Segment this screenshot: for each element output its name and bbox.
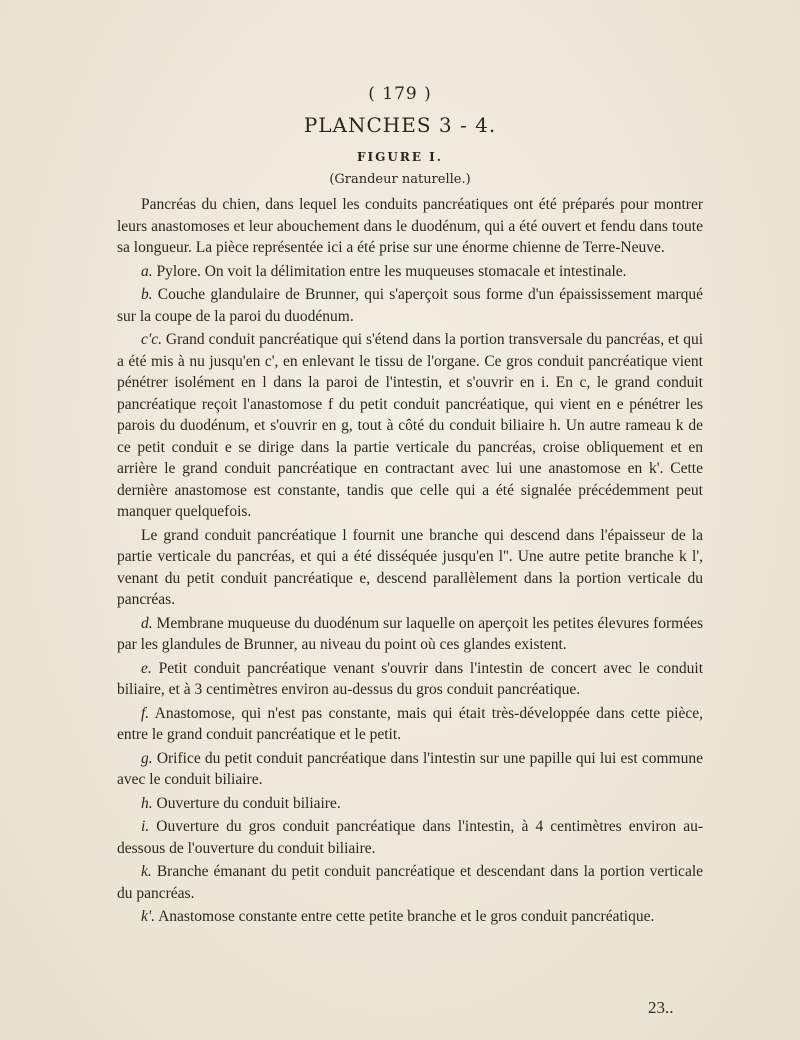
plates-title: PLANCHES 3 - 4.	[303, 113, 497, 137]
legend-entry	[117, 906, 703, 928]
legend-key: h.	[141, 794, 153, 812]
legend-entry	[117, 525, 703, 611]
legend-key: a.	[141, 262, 153, 280]
legend-text: Ouverture du gros conduit pancréatique dans l'intestin, à 4 centimètres environ au-dessous de l'ouverture du conduit biliaire.	[117, 818, 704, 857]
legend-key: b.	[141, 286, 153, 303]
legend-entry	[117, 816, 703, 859]
legend-text: Anastomose, qui n'est pas constante, mais qui était très-développée dans cette pièce, entre le grand conduit pancréatique et le petit.	[117, 704, 703, 743]
legend-entry	[117, 261, 703, 283]
signature-mark: 23..	[648, 998, 674, 1017]
intro-paragraph: Pancréas du chien, dans lequel les conduits pancréatiques ont été préparés pour montrer leurs anastomoses et leur abouchement dans le duodénum, qui a été ouvert et fendu dans toute sa longueur. La pièce représentée ici a été prise sur une énorme chienne de Terre-Neuve.	[117, 196, 703, 256]
legend-text: Pylore. On voit la délimitation entre les muqueuses stomacale et intestinale.	[156, 262, 627, 280]
legend-key: c'c.	[141, 331, 162, 348]
legend-key: d.	[141, 614, 153, 632]
legend-key: k'.	[141, 908, 156, 925]
legend-entry	[117, 748, 703, 791]
page-number: ( 179 )	[368, 84, 432, 104]
legend-text: Petit conduit pancréatique venant s'ouvrir dans l'intestin de concert avec le conduit biliaire, et à 3 centimètres environ au-dessus du gros conduit pancréatique.	[117, 659, 704, 698]
legend-entry	[117, 284, 703, 327]
legend-entry	[117, 613, 703, 656]
legend-text: Le grand conduit pancréatique l fournit une branche qui descend dans l'épaisseur de la partie verticale du pancréas, et qui a été disséquée jusqu'en l''. Une autre petite branche k l', venant du petit conduit pancréatique e, descend parallèlement dans la portion verticale du pancréas.	[117, 526, 703, 608]
legend-entry	[117, 703, 703, 746]
legend-text: Couche glandulaire de Brunner, qui s'aperçoit sous forme d'un épaississement marqué sur la coupe de la paroi du duodénum.	[117, 286, 703, 325]
legend-key: i.	[141, 818, 150, 835]
legend-text: Orifice du petit conduit pancréatique dans l'intestin sur une papille qui lui est commune avec le conduit biliaire.	[117, 749, 703, 788]
scale-note: (Grandeur naturelle.)	[329, 172, 471, 187]
legend-entry	[117, 793, 703, 815]
figure-heading: FIGURE I.	[357, 150, 443, 164]
legend-text: Membrane muqueuse du duodénum sur laquelle on aperçoit les petites élevures formées par les glandules de Brunner, au niveau du point où ces glandes existent.	[117, 614, 704, 653]
legend-text: Anastomose constante entre cette petite branche et le gros conduit pancréatique.	[158, 908, 655, 925]
legend-text: Branche émanant du petit conduit pancréatique et descendant dans la portion verticale du pancréas.	[117, 863, 704, 902]
legend-key: k.	[141, 863, 152, 880]
legend-text: Ouverture du conduit biliaire.	[156, 794, 341, 812]
legend-entries	[117, 261, 703, 928]
legend-entry	[117, 861, 703, 904]
figure-description	[117, 194, 703, 928]
legend-key: f.	[141, 704, 150, 722]
legend-key: e.	[141, 659, 152, 677]
legend-text: Grand conduit pancréatique qui s'étend dans la portion transversale du pancréas, et qui a été mis à nu jusqu'en c', en enlevant le tissu de l'organe. Ce gros conduit pancréatique vient pénétrer isolément en l dans la paroi de l'intestin, et s'ouvrir en i. En c, le grand conduit pancréatique reçoit l'anastomose f du petit conduit pancréatique, qui vient en e pénétrer les parois du duodénum, et s'ouvrir en g, tout à côté du conduit biliaire h. Un autre rameau k de ce petit conduit e se dirige dans la partie verticale du pancréas, croise obliquement et en arrière le grand conduit pancréatique en contractant avec lui une anastomose en k'. Cette dernière anastomose est constante, tandis que celle qui a été signalée précédemment peut manquer quelquefois.	[117, 331, 703, 520]
legend-key: g.	[141, 749, 153, 767]
legend-entry	[117, 658, 703, 701]
legend-entry	[117, 329, 703, 523]
